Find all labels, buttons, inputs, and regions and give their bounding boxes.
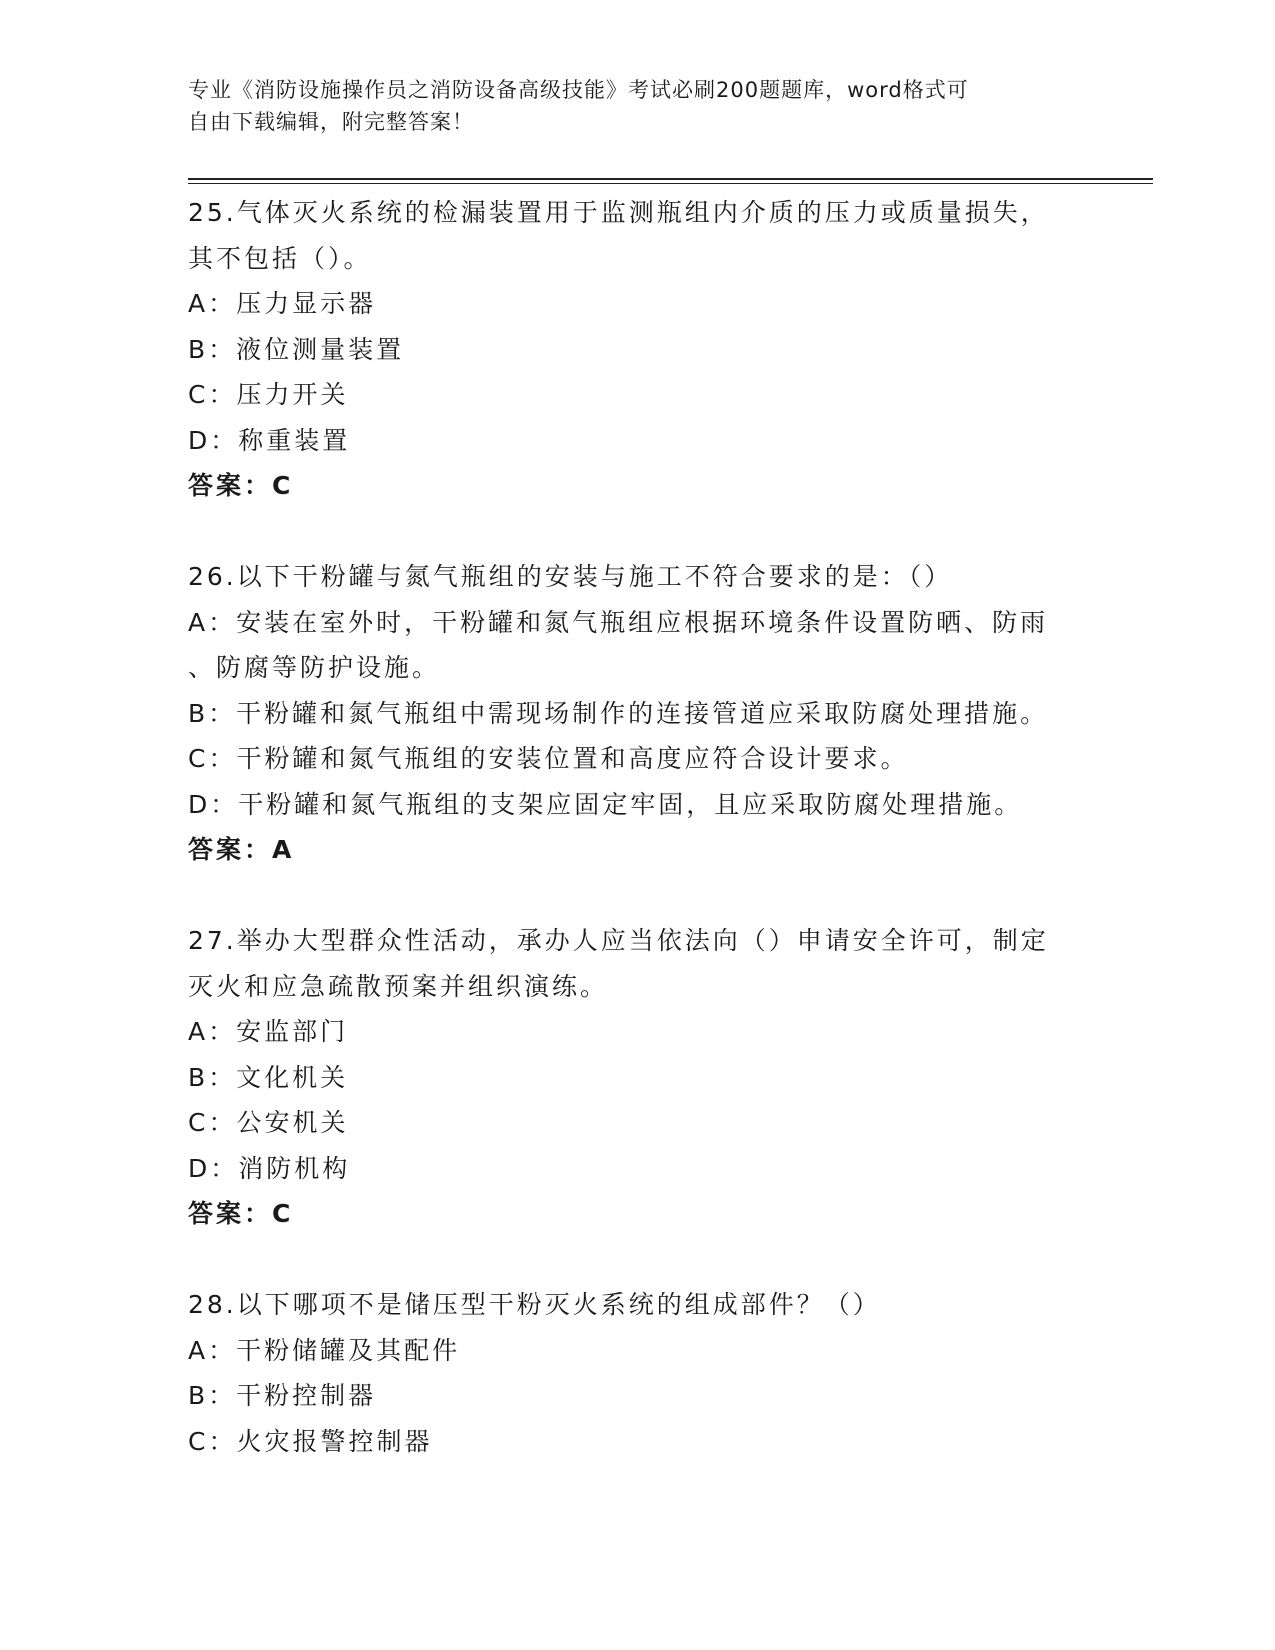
option-b: B：文化机关 [188,1062,349,1092]
option-b: B：干粉控制器 [188,1381,377,1410]
header-line-2: 自由下载编辑，附完整答案！ [188,110,474,134]
option-a: A：安监部门 [188,1017,349,1046]
option-c: C：压力开关 [188,380,349,409]
header-divider-thin [188,183,1153,184]
question-stem: 灭火和应急疏散预案并组织演练。 [188,971,609,1001]
option-d: D：消防机构 [188,1153,351,1183]
answer: 答案：C [188,471,294,500]
header-line-1: 专业《消防设施操作员之消防设备高级技能》考试必刷200题题库，word格式可 [188,78,969,102]
option-b: B：干粉罐和氮气瓶组中需现场制作的连接管道应采取防腐处理措施。 [188,698,1049,728]
question-stem: 26.以下干粉罐与氮气瓶组的安装与施工不符合要求的是：（） [188,562,953,591]
question-stem: 其不包括（）。 [188,243,372,273]
option-d: D：称重装置 [188,425,351,455]
option-d: D：干粉罐和氮气瓶组的支架应固定牢固，且应采取防腐处理措施。 [188,789,1023,819]
question-list [188,190,1088,1464]
answer: 答案：C [188,1199,294,1228]
question-block [188,554,1088,873]
option-c: C：火灾报警控制器 [188,1426,433,1456]
option-a-continued: 、防腐等防护设施。 [188,653,441,682]
question-block [188,190,1088,509]
option-a: A：干粉储罐及其配件 [188,1335,461,1365]
header-divider-thick [188,178,1153,180]
option-c: C：干粉罐和氮气瓶组的安装位置和高度应符合设计要求。 [188,744,909,773]
option-a: A：安装在室外时，干粉罐和氮气瓶组应根据环境条件设置防晒、防雨 [188,607,1049,637]
question-stem: 25.气体灭火系统的检漏装置用于监测瓶组内介质的压力或质量损失， [188,198,1049,227]
question-block [188,1282,1088,1464]
question-stem: 27.举办大型群众性活动，承办人应当依法向（）申请安全许可，制定 [188,926,1049,955]
option-c: C：公安机关 [188,1108,349,1137]
option-b: B：液位测量装置 [188,334,405,364]
question-stem: 28.以下哪项不是储压型干粉灭火系统的组成部件？（） [188,1290,881,1319]
question-block [188,918,1088,1237]
answer: 答案：A [188,835,295,864]
option-a: A：压力显示器 [188,289,377,318]
document-header [188,74,1088,138]
